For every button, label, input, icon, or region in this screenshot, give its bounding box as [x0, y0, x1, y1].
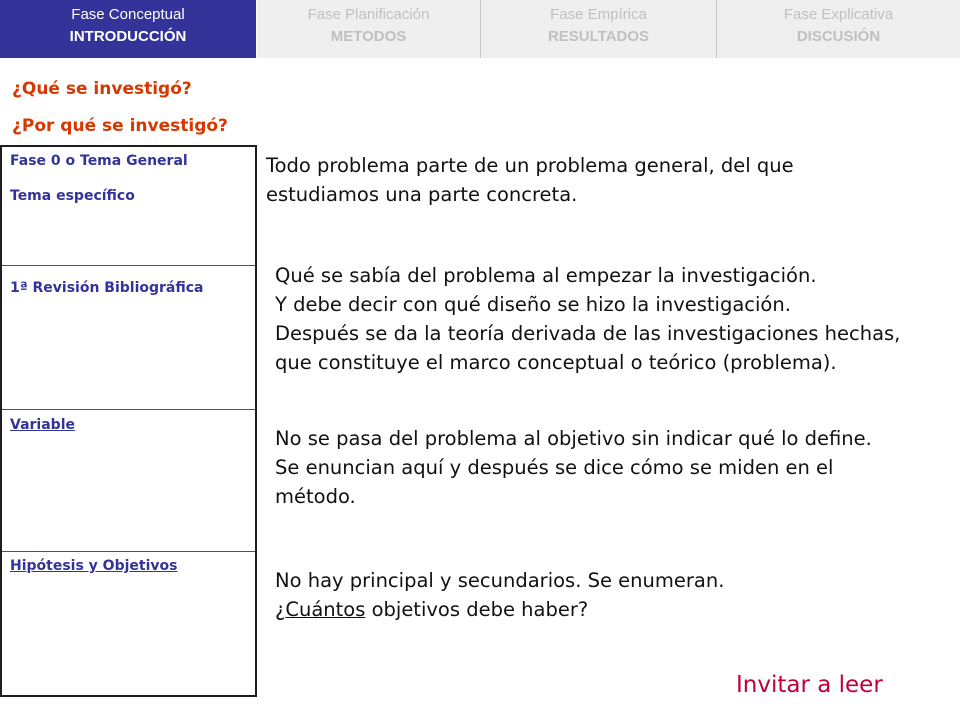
text-line: Se enuncian aquí y después se dice cómo se miden en el	[275, 456, 834, 479]
sidebar-section-hypotheses	[2, 552, 255, 697]
phase-title: Fase Explicativa	[783, 6, 894, 23]
sidebar-bibliography: 1ª Revisión Bibliográfica	[10, 280, 204, 296]
phase-tab-empirica[interactable]	[481, 0, 717, 58]
sidebar-link-variable[interactable]: Variable	[10, 417, 75, 433]
invite-to-read-link[interactable]: Invitar a leer	[736, 672, 883, 698]
text-question-open: ¿	[275, 598, 286, 621]
phase-tab-conceptual[interactable]	[0, 0, 257, 58]
text-bibliography	[275, 261, 900, 377]
question-why: ¿Por qué se investigó?	[12, 116, 228, 136]
link-cuantos[interactable]: Cuántos	[285, 598, 366, 621]
question-what: ¿Qué se investigó?	[12, 79, 192, 99]
phase-subtitle: RESULTADOS	[547, 28, 650, 45]
text-line: que constituye el marco conceptual o teórico (problema).	[275, 351, 837, 374]
text-line: No hay principal y secundarios. Se enumeran.	[275, 569, 725, 592]
text-line: estudiamos una parte concreta.	[266, 183, 578, 206]
sidebar-specific-topic: Tema específico	[10, 188, 135, 204]
sidebar-section-variable	[2, 410, 255, 552]
phase-tab-planificacion[interactable]	[257, 0, 481, 58]
sidebar-section-bibliography	[2, 266, 255, 410]
sidebar-link-hypotheses[interactable]: Hipótesis y Objetivos	[10, 558, 178, 574]
text-line: método.	[275, 485, 356, 508]
sidebar-section-topic	[2, 147, 255, 266]
phase-tab-explicativa[interactable]	[717, 0, 960, 58]
phase-title: Fase Empírica	[550, 6, 647, 23]
text-line: No se pasa del problema al objetivo sin indicar qué lo define.	[275, 427, 872, 450]
text-objectives	[275, 566, 724, 624]
text-line: Todo problema parte de un problema general, del que	[266, 154, 794, 177]
sidebar-general-topic: Fase 0 o Tema General	[10, 153, 188, 169]
text-line: Qué se sabía del problema al empezar la investigación.	[275, 264, 817, 287]
text-line: Y debe decir con qué diseño se hizo la investigación.	[275, 293, 791, 316]
phase-title: Fase Planificación	[307, 6, 430, 23]
text-line: Después se da la teoría derivada de las investigaciones hechas,	[275, 322, 901, 345]
text-general-problem	[266, 151, 794, 209]
sidebar-outline	[0, 145, 257, 697]
text-question-rest: objetivos debe haber?	[365, 598, 589, 621]
phase-subtitle: DISCUSIÓN	[796, 28, 881, 45]
phase-title: Fase Conceptual	[71, 6, 185, 23]
text-variable	[275, 424, 872, 511]
phase-subtitle: METODOS	[330, 28, 407, 45]
phase-navigation-bar	[0, 0, 960, 58]
phase-subtitle: INTRODUCCIÓN	[69, 28, 187, 45]
